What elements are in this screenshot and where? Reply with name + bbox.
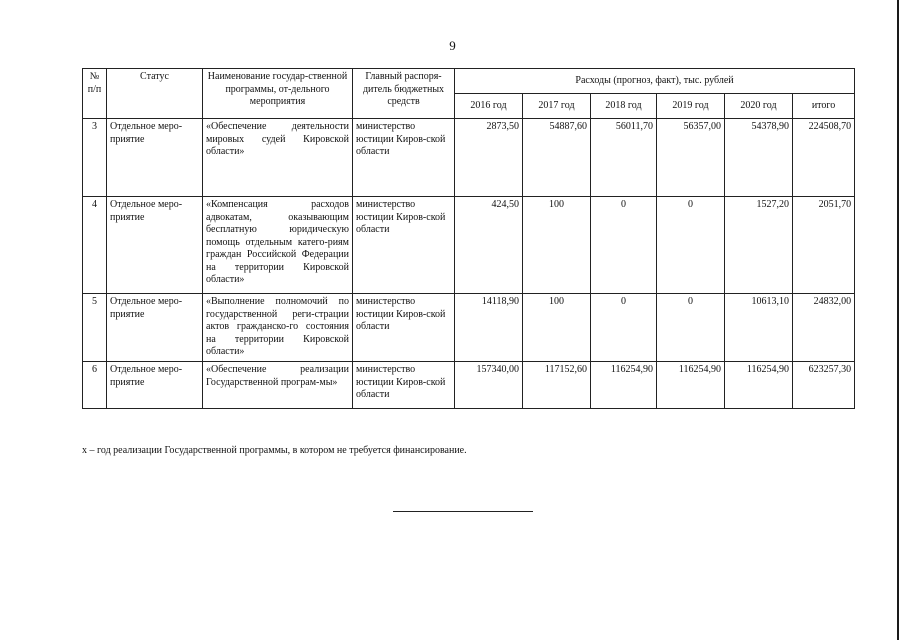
row-status: Отдельное меро-приятие (107, 362, 203, 409)
header-admin: Главный распоря-дитель бюджетных средств (353, 69, 455, 119)
row-value-total: 623257,30 (793, 362, 855, 409)
row-status: Отдельное меро-приятие (107, 197, 203, 294)
row-value-2019: 0 (657, 294, 725, 362)
header-year-2020: 2020 год (725, 94, 793, 119)
row-admin: министерство юстиции Киров-ской области (353, 197, 455, 294)
row-value-2019: 56357,00 (657, 119, 725, 197)
row-value-2018: 116254,90 (591, 362, 657, 409)
row-value-2019: 116254,90 (657, 362, 725, 409)
table-row (83, 197, 855, 294)
row-name: «Обеспечение деятельности мировых судей Кировской области» (203, 119, 353, 197)
row-value-2020: 1527,20 (725, 197, 793, 294)
row-value-2017: 100 (523, 197, 591, 294)
row-value-2018: 0 (591, 294, 657, 362)
row-value-2020: 54378,90 (725, 119, 793, 197)
header-num: № п/п (83, 69, 107, 119)
end-of-document-line (393, 511, 533, 512)
row-admin: министерство юстиции Киров-ской области (353, 362, 455, 409)
row-value-2020: 116254,90 (725, 362, 793, 409)
table-row (83, 294, 855, 362)
header-total: итого (793, 94, 855, 119)
row-status: Отдельное меро-приятие (107, 294, 203, 362)
row-value-2016: 157340,00 (455, 362, 523, 409)
row-value-total: 24832,00 (793, 294, 855, 362)
row-value-2016: 14118,90 (455, 294, 523, 362)
footnote: х – год реализации Государственной программы, в котором не требуется финансирование. (82, 445, 467, 456)
header-year-2018: 2018 год (591, 94, 657, 119)
row-value-total: 2051,70 (793, 197, 855, 294)
row-name: «Обеспечение реализации Государственной програм-мы» (203, 362, 353, 409)
row-value-2017: 100 (523, 294, 591, 362)
row-num: 5 (83, 294, 107, 362)
header-expenses: Расходы (прогноз, факт), тыс. рублей (455, 69, 855, 94)
row-value-2019: 0 (657, 197, 725, 294)
row-admin: министерство юстиции Киров-ской области (353, 119, 455, 197)
row-num: 4 (83, 197, 107, 294)
row-value-2018: 56011,70 (591, 119, 657, 197)
budget-table (82, 68, 855, 409)
row-name: «Выполнение полномочий по государственной реги-страции актов гражданско-го состояния на территории Кировской области» (203, 294, 353, 362)
row-num: 3 (83, 119, 107, 197)
header-status: Статус (107, 69, 203, 119)
row-value-2018: 0 (591, 197, 657, 294)
row-value-2017: 54887,60 (523, 119, 591, 197)
row-value-2016: 424,50 (455, 197, 523, 294)
header-year-2017: 2017 год (523, 94, 591, 119)
header-year-2016: 2016 год (455, 94, 523, 119)
row-name: «Компенсация расходов адвокатам, оказывающим бесплатную юридическую помощь отдельным катего-риям граждан Российской Федерации на территории Кировской области» (203, 197, 353, 294)
row-value-2016: 2873,50 (455, 119, 523, 197)
row-value-2017: 117152,60 (523, 362, 591, 409)
row-num: 6 (83, 362, 107, 409)
table-header-row (83, 69, 855, 94)
row-value-total: 224508,70 (793, 119, 855, 197)
header-name: Наименование государ-ственной программы, от-дельного мероприятия (203, 69, 353, 119)
page-edge-rule (897, 0, 899, 640)
table-row (83, 119, 855, 197)
table-row (83, 362, 855, 409)
row-status: Отдельное меро-приятие (107, 119, 203, 197)
row-value-2020: 10613,10 (725, 294, 793, 362)
page-number: 9 (449, 38, 456, 53)
row-admin: министерство юстиции Киров-ской области (353, 294, 455, 362)
header-year-2019: 2019 год (657, 94, 725, 119)
